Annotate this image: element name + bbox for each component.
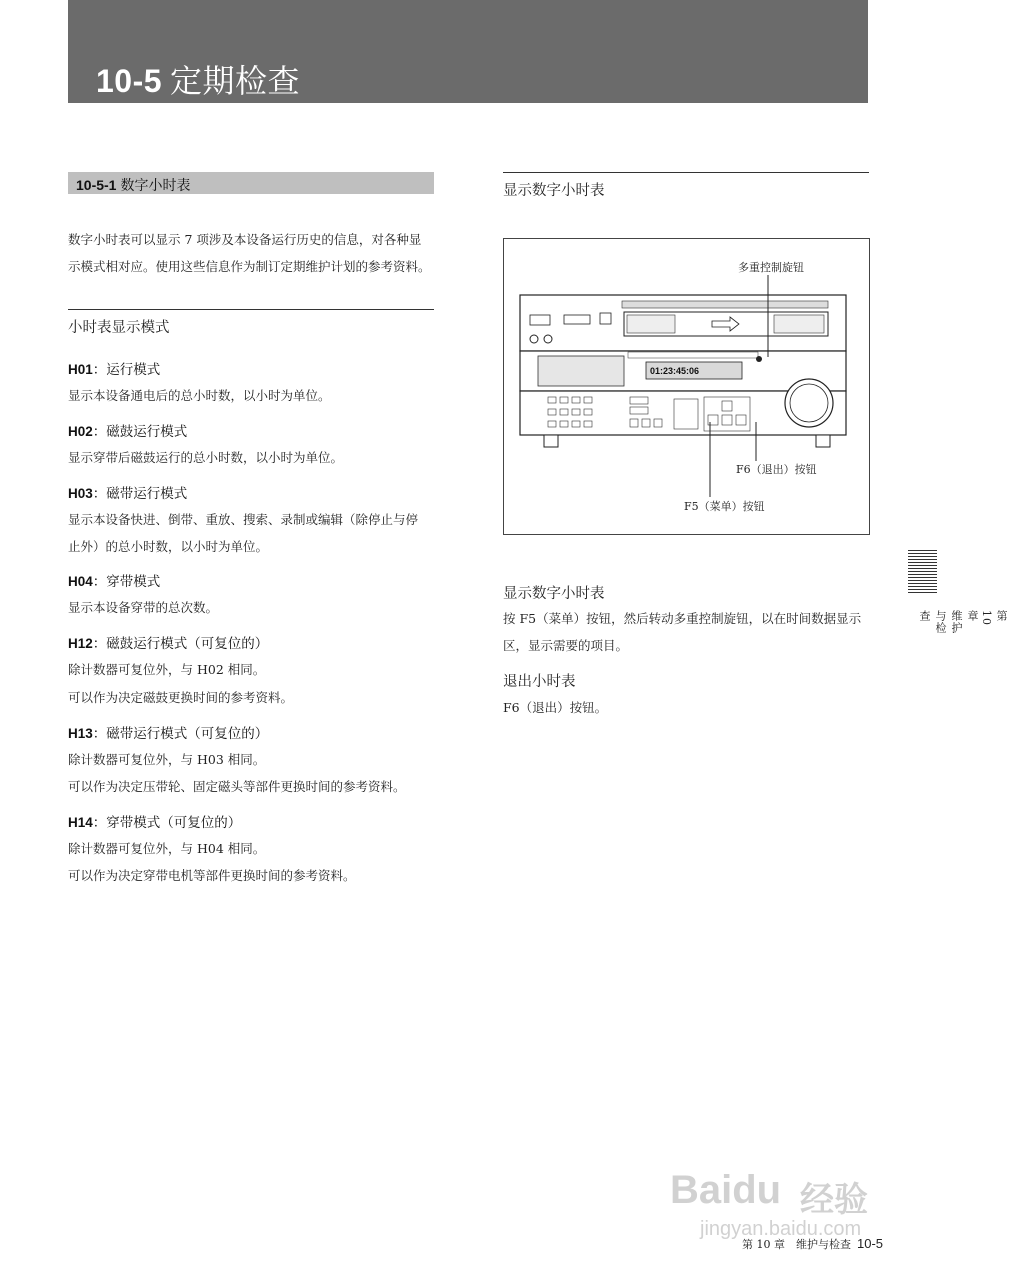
mode-code: H02 [68,424,93,439]
footer-chapter: 第 10 章 维护与检查 [742,1238,851,1251]
exit-instruction: F6（退出）按钮。 [503,700,608,715]
intro-paragraph [68,226,438,280]
jog-dial-label: 多重控制旋钮 [738,261,804,274]
mode-desc: 显示本设备快进、倒带、重放、搜索、录制或编辑（除停止与停 [68,512,419,527]
chapter-banner [68,0,868,103]
exit-heading: 退出小时表 [503,674,576,690]
mode-title [68,811,241,831]
mode-desc: 可以作为决定磁鼓更换时间的参考资料。 [68,690,294,705]
watermark-url: jingyan.baidu.com [700,1218,862,1240]
mode-name: ：穿带模式 [92,574,161,590]
mode-desc: 可以作为决定压带轮、固定磁头等部件更换时间的参考资料。 [68,779,406,794]
mode-desc: 止外）的总小时数，以小时为单位。 [68,539,269,554]
show-heading: 显示数字小时表 [503,586,605,602]
watermark-cn: 经验 [800,1180,868,1220]
mode-title [68,570,160,590]
mode-code: H03 [68,486,93,501]
mode-title [68,632,268,652]
watermark-brand: Baidu [670,1168,782,1212]
side-tab-stripes [908,550,937,595]
mode-name: ：运行模式 [92,362,161,378]
show-instruction: 区，显示需要的项目。 [503,638,629,653]
section-number: 10-5 [96,63,163,99]
mode-desc: 显示穿带后磁鼓运行的总小时数，以小时为单位。 [68,450,344,465]
show-instruction: 按 F5（菜单）按钮，然后转动多重控制旋钮，以在时间数据显示 [503,611,862,626]
section-title: 定期检查 [170,62,301,100]
intro-line: 示模式相对应。使用这些信息作为制订定期维护计划的参考资料。 [68,259,431,274]
modes-heading: 小时表显示模式 [68,320,170,336]
mode-name: ：磁带运行模式 [92,486,188,502]
mode-code: H01 [68,362,93,377]
f6-button-label: F6（退出）按钮 [736,463,817,476]
mode-title [68,722,268,742]
page-number: 10-5 [857,1236,884,1251]
divider [503,172,869,173]
mode-code: H13 [68,726,93,741]
divider [68,309,434,310]
mode-title [68,358,160,378]
device-figure [503,238,870,535]
vtr-illustration [504,239,869,534]
mode-desc: 可以作为决定穿带电机等部件更换时间的参考资料。 [68,868,356,883]
mode-desc: 除计数器可复位外，与 H04 相同。 [68,841,266,856]
mode-name: ：磁鼓运行模式（可复位的） [92,636,269,652]
figure-heading: 显示数字小时表 [503,183,605,199]
mode-name: ：磁鼓运行模式 [92,424,188,440]
subsection-number: 10-5-1 [76,177,117,193]
chapter-title [96,56,300,102]
subsection-title: 数字小时表 [120,178,191,194]
mode-desc: 显示本设备穿带的总次数。 [68,600,219,615]
mode-code: H12 [68,636,93,651]
subsection-bar [68,172,434,194]
f5-button-label: F5（菜单）按钮 [684,500,765,513]
mode-name: ：穿带模式（可复位的） [92,815,242,831]
side-tab-text: 第 10 章 维护与检查 [918,610,1008,634]
mode-desc: 显示本设备通电后的总小时数，以小时为单位。 [68,388,331,403]
mode-desc: 除计数器可复位外，与 H03 相同。 [68,752,266,767]
mode-title [68,482,187,502]
timecode-readout: 01:23:45:06 [650,366,700,376]
subsection-heading [76,175,190,195]
mode-title [68,420,187,440]
mode-desc: 除计数器可复位外，与 H02 相同。 [68,662,266,677]
page-footer [742,1236,883,1252]
mode-name: ：磁带运行模式（可复位的） [92,726,269,742]
mode-code: H04 [68,574,93,589]
mode-code: H14 [68,815,93,830]
intro-line: 数字小时表可以显示 7 项涉及本设备运行历史的信息，对各种显 [68,232,422,247]
